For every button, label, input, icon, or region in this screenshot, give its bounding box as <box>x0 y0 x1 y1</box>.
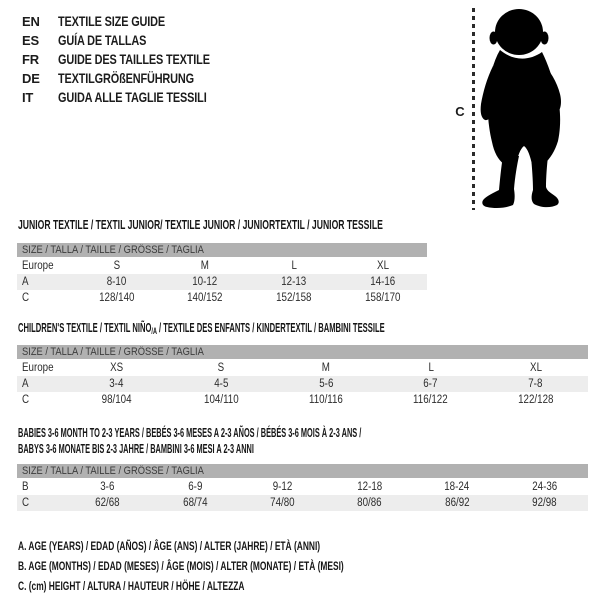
row-label: C <box>22 292 30 304</box>
row-label: Europe <box>22 260 54 272</box>
table-row: A 8-10 10-12 12-13 14-16 <box>17 274 427 290</box>
lang-row-en <box>22 12 253 31</box>
row-label: C <box>22 497 30 509</box>
nino-a-subscript: /A <box>151 326 157 336</box>
table-row: B 3-6 6-9 9-12 12-18 18-24 24-36 <box>17 479 588 495</box>
lang-row-es <box>22 31 253 50</box>
row-label: B <box>22 481 29 493</box>
junior-table-title: JUNIOR TEXTILE / TEXTIL JUNIOR/ TEXTILE JUNIOR / JUNIORTEXTIL / JUNIOR TESSILE <box>18 218 383 232</box>
footnote-a: A. AGE (YEARS) / EDAD (AÑOS) / ÂGE (ANS) / ALTER (JAHRE) / ETÀ (ANNI) <box>18 539 321 553</box>
table-row: A 3-4 4-5 5-6 6-7 7-8 <box>17 376 588 392</box>
guide-title-en: TEXTILE SIZE GUIDE <box>58 13 166 29</box>
language-title-list <box>22 12 253 107</box>
size-header-bar: SIZE / TALLA / TAILLE / GRÖSSE / TAGLIA <box>17 243 427 257</box>
row-label: A <box>22 276 29 288</box>
table-row: C 128/140 140/152 152/158 158/170 <box>17 290 427 306</box>
children-table-title: CHILDREN'S TEXTILE / TEXTIL NIÑO/A / TEXTILE DES ENFANTS / KINDERTEXTIL / BAMBINI TESSILE <box>18 321 385 336</box>
lang-row-it <box>22 88 253 107</box>
table-row: Europe XS S M L XL <box>17 360 588 376</box>
table-row: C 98/104 104/110 110/116 116/122 122/128 <box>17 392 588 408</box>
lang-code: IT <box>22 90 34 105</box>
junior-size-table <box>17 243 427 306</box>
row-label: A <box>22 378 29 390</box>
table-row: C 62/68 68/74 74/80 80/86 86/92 92/98 <box>17 495 588 511</box>
height-measure-dashed-line <box>472 8 475 210</box>
footnote-b: B. AGE (MONTHS) / EDAD (MESES) / ÂGE (MOIS) / ALTER (MONATE) / ETÀ (MESI) <box>18 559 344 573</box>
lang-row-fr <box>22 50 253 69</box>
footnotes <box>18 536 483 596</box>
lang-code: DE <box>22 71 40 86</box>
toddler-silhouette-icon <box>478 8 578 210</box>
row-label: Europe <box>22 362 54 374</box>
lang-code: ES <box>22 33 39 48</box>
babies-table-title: BABIES 3-6 MONTH TO 2-3 YEARS / BEBÉS 3-6 MESES A 2-3 AÑOS / BÉBÉS 3-6 MOIS À 2-3 ANS / BABYS 3-6 MONATE BIS 2-3 JAHRE / BAMBINI 3-6 MESI A 2-3 ANNI <box>18 426 362 456</box>
guide-title-it: GUIDA ALLE TAGLIE TESSILI <box>58 89 207 105</box>
guide-title-es: GUÍA DE TALLAS <box>58 32 147 48</box>
size-header-bar: SIZE / TALLA / TAILLE / GRÖSSE / TAGLIA <box>17 345 588 359</box>
lang-row-de <box>22 69 253 88</box>
lang-code: FR <box>22 52 39 67</box>
size-header-bar: SIZE / TALLA / TAILLE / GRÖSSE / TAGLIA <box>17 464 588 478</box>
row-label: C <box>22 394 30 406</box>
guide-title-de: TEXTILGRÖßENFÜHRUNG <box>58 70 194 86</box>
babies-size-table <box>17 464 588 511</box>
guide-title-fr: GUIDE DES TAILLES TEXTILE <box>58 51 210 67</box>
table-row: Europe S M L XL <box>17 258 427 274</box>
lang-code: EN <box>22 14 40 29</box>
height-measure-label: C <box>455 104 465 119</box>
footnote-c: C. (cm) HEIGHT / ALTURA / HAUTEUR / HÖHE / ALTEZZA <box>18 579 245 593</box>
children-size-table <box>17 345 588 408</box>
